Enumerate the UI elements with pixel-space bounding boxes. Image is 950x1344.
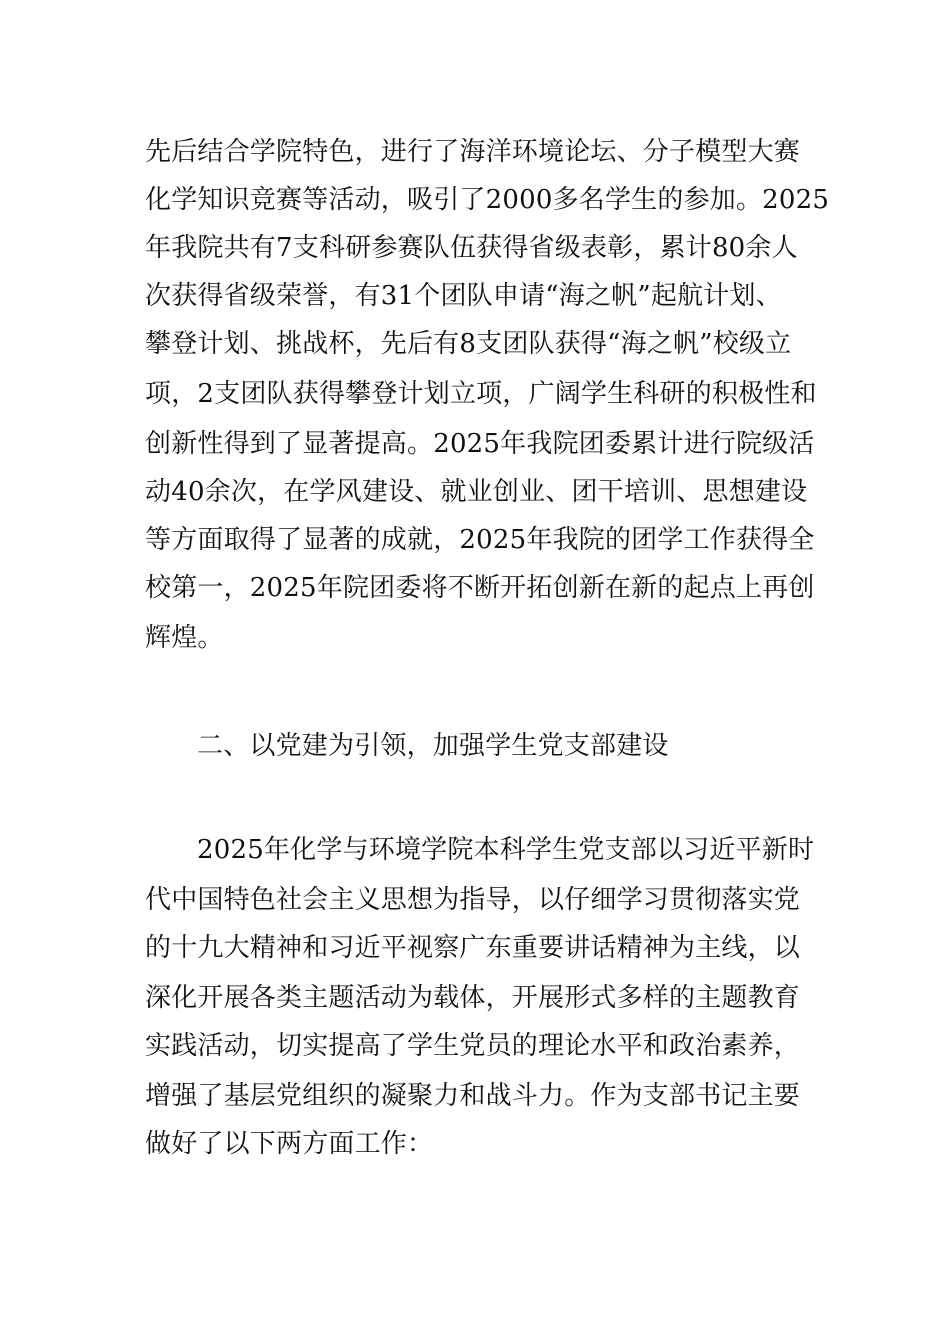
paragraph-line: 代中国特色社会主义思想为指导，以仔细学习贯彻落实党 [145, 885, 801, 915]
paragraph-line: 先后结合学院特色，进行了海洋环境论坛、分子模型大赛 [145, 137, 801, 167]
paragraph-line: 等方面取得了显著的成就，2025年我院的团学工作获得全 [145, 525, 815, 555]
paragraph-line: 的十九大精神和习近平视察广东重要讲话精神为主线，以 [145, 933, 801, 963]
paragraph-line: 创新性得到了显著提高。2025年我院团委累计进行院级活 [145, 429, 815, 459]
paragraph-line: 辉煌。 [145, 623, 224, 653]
paragraph-line: 化学知识竞赛等活动，吸引了2000多名学生的参加。2025 [145, 185, 830, 215]
paragraph-line: 做好了以下两方面工作： [145, 1129, 434, 1159]
paragraph-line: 实践活动，切实提高了学生党员的理论水平和政治素养， [145, 1031, 801, 1061]
section-heading: 二、以党建为引领，加强学生党支部建设 [197, 731, 669, 761]
paragraph-line: 次获得省级荣誉，有31个团队申请“海之帆”起航计划、 [145, 281, 782, 311]
paragraph-line: 校第一，2025年院团委将不断开拓创新在新的起点上再创 [145, 573, 815, 603]
paragraph-line: 攀登计划、挑战杯，先后有8支团队获得“海之帆”校级立 [145, 329, 792, 359]
paragraph-line: 增强了基层党组织的凝聚力和战斗力。作为支部书记主要 [145, 1081, 801, 1111]
paragraph-line: 年我院共有7支科研参赛队伍获得省级表彰，累计80余人 [145, 233, 798, 263]
paragraph-line: 2025年化学与环境学院本科学生党支部以习近平新时 [197, 835, 815, 865]
paragraph-line: 动40余次，在学风建设、就业创业、团干培训、思想建设 [145, 477, 808, 507]
paragraph-line: 项，2支团队获得攀登计划立项，广阔学生科研的积极性和 [145, 379, 817, 409]
paragraph-line: 深化开展各类主题活动为载体，开展形式多样的主题教育 [145, 983, 801, 1013]
